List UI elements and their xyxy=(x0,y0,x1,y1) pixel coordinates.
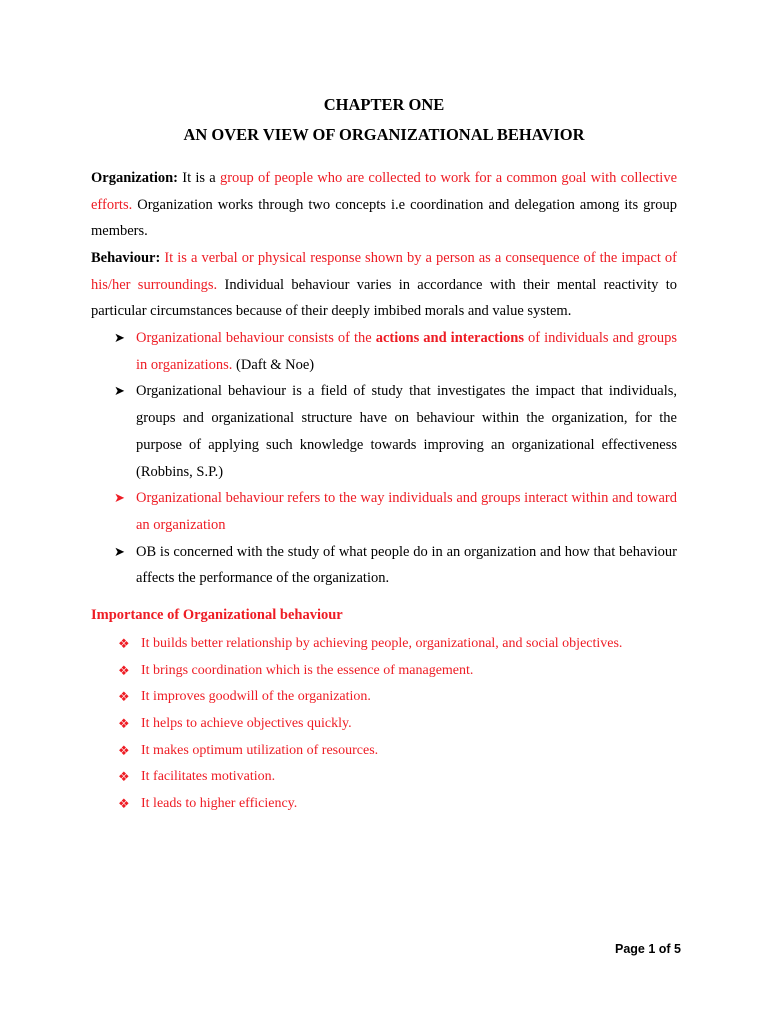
organization-text-intro: It is a xyxy=(178,170,220,186)
behaviour-term: Behaviour: xyxy=(91,250,161,266)
chapter-label: CHAPTER ONE xyxy=(323,95,445,114)
definition-emphasis: actions and interactions xyxy=(375,330,524,346)
definition-text: of individuals and groups in organizations. xyxy=(136,330,678,373)
definitions-list xyxy=(0,325,768,592)
behaviour-text-rest: Individual behaviour varies in accordance with their mental reactivity to particular circumstances because of their deeply imbibed morals and value system. xyxy=(91,276,678,320)
definition-item xyxy=(114,539,677,592)
diamond-bullet-icon: ❖ xyxy=(118,689,130,705)
arrow-bullet-icon: ➤ xyxy=(114,383,125,399)
definition-item xyxy=(114,325,678,378)
arrow-bullet-icon: ➤ xyxy=(114,330,125,345)
organization-text-rest: Organization works through two concepts i.e coordination and delegation among its group members. xyxy=(91,196,677,240)
importance-item xyxy=(118,738,768,765)
importance-item-text: It improves goodwill of the organization. xyxy=(141,689,371,705)
importance-item xyxy=(118,684,768,711)
importance-item-text: It builds better relationship by achieving people, organizational, and social objectives. xyxy=(141,636,623,651)
definition-item xyxy=(114,378,677,485)
importance-list xyxy=(0,631,768,818)
behaviour-paragraph xyxy=(91,245,677,325)
importance-item-text: It brings coordination which is the essence of management. xyxy=(141,662,474,678)
diamond-bullet-icon: ❖ xyxy=(118,742,130,758)
diamond-bullet-icon: ❖ xyxy=(118,662,130,678)
organization-term: Organization: xyxy=(91,170,178,186)
definition-citation: (Daft & Noe) xyxy=(232,356,315,373)
diamond-bullet-icon: ❖ xyxy=(118,716,130,732)
page-number: Page 1 of 5 xyxy=(615,942,681,956)
importance-item xyxy=(118,764,768,791)
importance-item-text: It leads to higher efficiency. xyxy=(141,796,298,812)
importance-heading: Importance of Organizational behaviour xyxy=(91,607,343,623)
definition-text: Organizational behaviour consists of the xyxy=(136,330,376,346)
importance-item xyxy=(118,658,768,685)
definition-text: OB is concerned with the study of what people do in an organization and how that behaviour affects the performance of the organization. xyxy=(136,543,677,587)
importance-item xyxy=(118,791,768,818)
importance-item-text: It helps to achieve objectives quickly. xyxy=(141,716,352,732)
importance-item xyxy=(118,711,768,738)
importance-item-text: It facilitates motivation. xyxy=(141,769,276,785)
definition-item xyxy=(114,485,677,538)
organization-definition: group of people who are collected to work for a common goal with collective efforts. xyxy=(91,170,678,213)
diamond-bullet-icon: ❖ xyxy=(118,769,130,785)
definition-text: Organizational behaviour refers to the way individuals and groups interact within and toward an organization xyxy=(136,490,677,533)
arrow-bullet-icon: ➤ xyxy=(114,543,125,559)
importance-item xyxy=(118,631,768,658)
organization-paragraph xyxy=(91,165,677,245)
diamond-bullet-icon: ❖ xyxy=(118,796,130,812)
diamond-bullet-icon: ❖ xyxy=(118,636,130,651)
importance-item-text: It makes optimum utilization of resources. xyxy=(141,742,379,758)
definition-text: Organizational behaviour is a field of study that investigates the impact that individuals, groups and organizational structure have on behaviour within the organization, for the purpose of applying such knowledge towards improving an organizational effectiveness (Robbins, S.P.) xyxy=(136,383,677,480)
behaviour-definition: It is a verbal or physical response shown by a person as a consequence of the impact of his/her surroundings. xyxy=(91,250,677,293)
arrow-bullet-icon: ➤ xyxy=(114,490,125,506)
chapter-title: AN OVER VIEW OF ORGANIZATIONAL BEHAVIOR xyxy=(183,125,585,144)
